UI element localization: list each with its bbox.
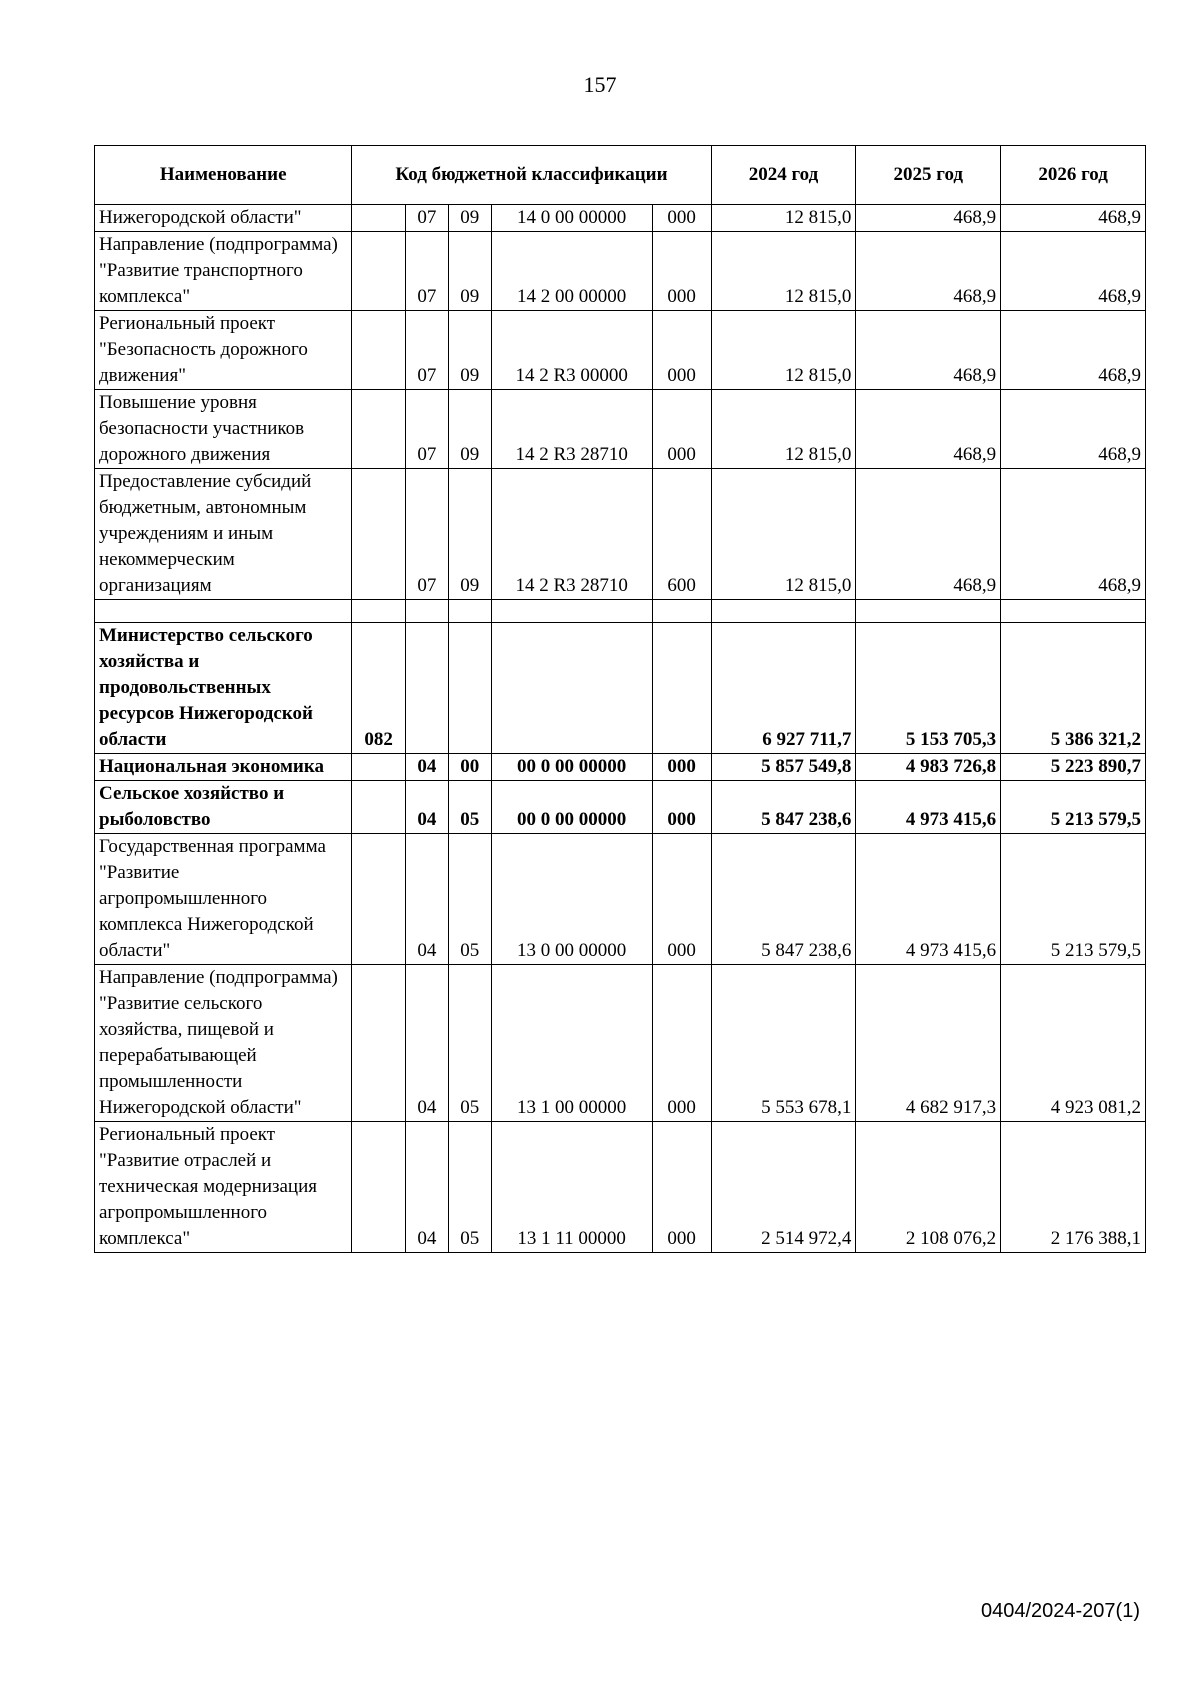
table-row	[95, 965, 1146, 1122]
row-name: Предоставление субсидий бюджетным, автономным учреждениям и иным некоммерческим организациям	[95, 469, 352, 600]
budget-table	[94, 145, 1146, 1253]
section-code	[405, 623, 448, 754]
ministry-code	[352, 311, 406, 390]
table-row	[95, 469, 1146, 600]
target-code: 13 1 11 00000	[491, 1122, 652, 1253]
amount-2025: 5 153 705,3	[856, 623, 1001, 754]
ministry-code	[352, 1122, 406, 1253]
target-code: 14 2 R3 00000	[491, 311, 652, 390]
row-name: Региональный проект "Безопасность дорожного движения"	[95, 311, 352, 390]
amount-2026: 468,9	[1001, 205, 1146, 232]
amount-2026: 468,9	[1001, 390, 1146, 469]
spacer-cell	[652, 600, 711, 623]
ministry-code	[352, 834, 406, 965]
amount-2026: 4 923 081,2	[1001, 965, 1146, 1122]
amount-2026: 5 223 890,7	[1001, 754, 1146, 781]
spacer-cell	[491, 600, 652, 623]
row-name: Сельское хозяйство и рыболовство	[95, 781, 352, 834]
header-2026: 2026 год	[1001, 146, 1146, 205]
spacer-cell	[1001, 600, 1146, 623]
expense-code: 000	[652, 965, 711, 1122]
amount-2025: 4 682 917,3	[856, 965, 1001, 1122]
subsection-code: 09	[448, 469, 491, 600]
ministry-code	[352, 232, 406, 311]
subsection-code: 05	[448, 1122, 491, 1253]
ministry-code	[352, 965, 406, 1122]
ministry-code: 082	[352, 623, 406, 754]
ministry-code	[352, 781, 406, 834]
header-2024: 2024 год	[711, 146, 856, 205]
amount-2024: 6 927 711,7	[711, 623, 856, 754]
amount-2026: 2 176 388,1	[1001, 1122, 1146, 1253]
ministry-code	[352, 469, 406, 600]
row-name: Повышение уровня безопасности участников дорожного движения	[95, 390, 352, 469]
table-row	[95, 311, 1146, 390]
amount-2024: 5 857 549,8	[711, 754, 856, 781]
amount-2024: 12 815,0	[711, 469, 856, 600]
section-code: 07	[405, 311, 448, 390]
section-code: 04	[405, 1122, 448, 1253]
header-code: Код бюджетной классификации	[352, 146, 711, 205]
section-code: 04	[405, 965, 448, 1122]
amount-2026: 5 386 321,2	[1001, 623, 1146, 754]
spacer-cell	[448, 600, 491, 623]
target-code	[491, 623, 652, 754]
spacer-cell	[405, 600, 448, 623]
amount-2026: 468,9	[1001, 232, 1146, 311]
section-code: 07	[405, 205, 448, 232]
expense-code: 000	[652, 232, 711, 311]
section-code: 04	[405, 754, 448, 781]
amount-2026: 468,9	[1001, 469, 1146, 600]
header-2025: 2025 год	[856, 146, 1001, 205]
amount-2025: 2 108 076,2	[856, 1122, 1001, 1253]
expense-code: 000	[652, 754, 711, 781]
expense-code: 000	[652, 390, 711, 469]
amount-2024: 12 815,0	[711, 390, 856, 469]
subsection-code: 09	[448, 205, 491, 232]
ministry-code	[352, 205, 406, 232]
expense-code	[652, 623, 711, 754]
expense-code: 000	[652, 205, 711, 232]
amount-2025: 4 973 415,6	[856, 834, 1001, 965]
spacer-cell	[711, 600, 856, 623]
row-name: Министерство сельского хозяйства и продовольственных ресурсов Нижегородской области	[95, 623, 352, 754]
subsection-code: 05	[448, 834, 491, 965]
table-row	[95, 205, 1146, 232]
row-name: Государственная программа "Развитие агропромышленного комплекса Нижегородской области"	[95, 834, 352, 965]
section-code: 04	[405, 781, 448, 834]
target-code: 14 2 R3 28710	[491, 469, 652, 600]
row-name: Национальная экономика	[95, 754, 352, 781]
table-row	[95, 232, 1146, 311]
ministry-code	[352, 390, 406, 469]
header-row	[95, 146, 1146, 205]
table-row	[95, 754, 1146, 781]
target-code: 14 2 00 00000	[491, 232, 652, 311]
row-name: Нижегородской области"	[95, 205, 352, 232]
amount-2026: 468,9	[1001, 311, 1146, 390]
section-code: 07	[405, 390, 448, 469]
target-code: 00 0 00 00000	[491, 781, 652, 834]
amount-2024: 2 514 972,4	[711, 1122, 856, 1253]
page-number: 157	[583, 72, 617, 97]
expense-code: 000	[652, 834, 711, 965]
amount-2025: 468,9	[856, 390, 1001, 469]
table-row	[95, 781, 1146, 834]
amount-2025: 468,9	[856, 232, 1001, 311]
amount-2024: 12 815,0	[711, 311, 856, 390]
amount-2025: 468,9	[856, 205, 1001, 232]
amount-2024: 5 553 678,1	[711, 965, 856, 1122]
amount-2024: 5 847 238,6	[711, 834, 856, 965]
spacer-cell	[95, 600, 352, 623]
subsection-code: 05	[448, 781, 491, 834]
subsection-code: 09	[448, 311, 491, 390]
document-code: 0404/2024-207(1)	[980, 1600, 1140, 1622]
table-row	[95, 834, 1146, 965]
amount-2024: 12 815,0	[711, 232, 856, 311]
row-name: Направление (подпрограмма) "Развитие сельского хозяйства, пищевой и перерабатывающей промышленности Нижегородской области"	[95, 965, 352, 1122]
expense-code: 000	[652, 1122, 711, 1253]
section-code: 07	[405, 232, 448, 311]
expense-code: 600	[652, 469, 711, 600]
amount-2025: 4 973 415,6	[856, 781, 1001, 834]
target-code: 00 0 00 00000	[491, 754, 652, 781]
expense-code: 000	[652, 781, 711, 834]
row-name: Направление (подпрограмма) "Развитие транспортного комплекса"	[95, 232, 352, 311]
subsection-code	[448, 623, 491, 754]
row-name: Региональный проект "Развитие отраслей и техническая модернизация агропромышленного комплекса"	[95, 1122, 352, 1253]
amount-2024: 5 847 238,6	[711, 781, 856, 834]
amount-2025: 468,9	[856, 469, 1001, 600]
spacer-cell	[856, 600, 1001, 623]
target-code: 13 0 00 00000	[491, 834, 652, 965]
target-code: 14 2 R3 28710	[491, 390, 652, 469]
amount-2024: 12 815,0	[711, 205, 856, 232]
target-code: 13 1 00 00000	[491, 965, 652, 1122]
expense-code: 000	[652, 311, 711, 390]
amount-2026: 5 213 579,5	[1001, 834, 1146, 965]
subsection-code: 09	[448, 390, 491, 469]
table-row	[95, 1122, 1146, 1253]
spacer-cell	[352, 600, 406, 623]
header-name: Наименование	[95, 146, 352, 205]
ministry-code	[352, 754, 406, 781]
table-row	[95, 623, 1146, 754]
amount-2025: 468,9	[856, 311, 1001, 390]
subsection-code: 00	[448, 754, 491, 781]
section-code: 07	[405, 469, 448, 600]
subsection-code: 05	[448, 965, 491, 1122]
target-code: 14 0 00 00000	[491, 205, 652, 232]
table-row	[95, 390, 1146, 469]
section-code: 04	[405, 834, 448, 965]
amount-2025: 4 983 726,8	[856, 754, 1001, 781]
subsection-code: 09	[448, 232, 491, 311]
table-spacer-row	[95, 600, 1146, 623]
amount-2026: 5 213 579,5	[1001, 781, 1146, 834]
